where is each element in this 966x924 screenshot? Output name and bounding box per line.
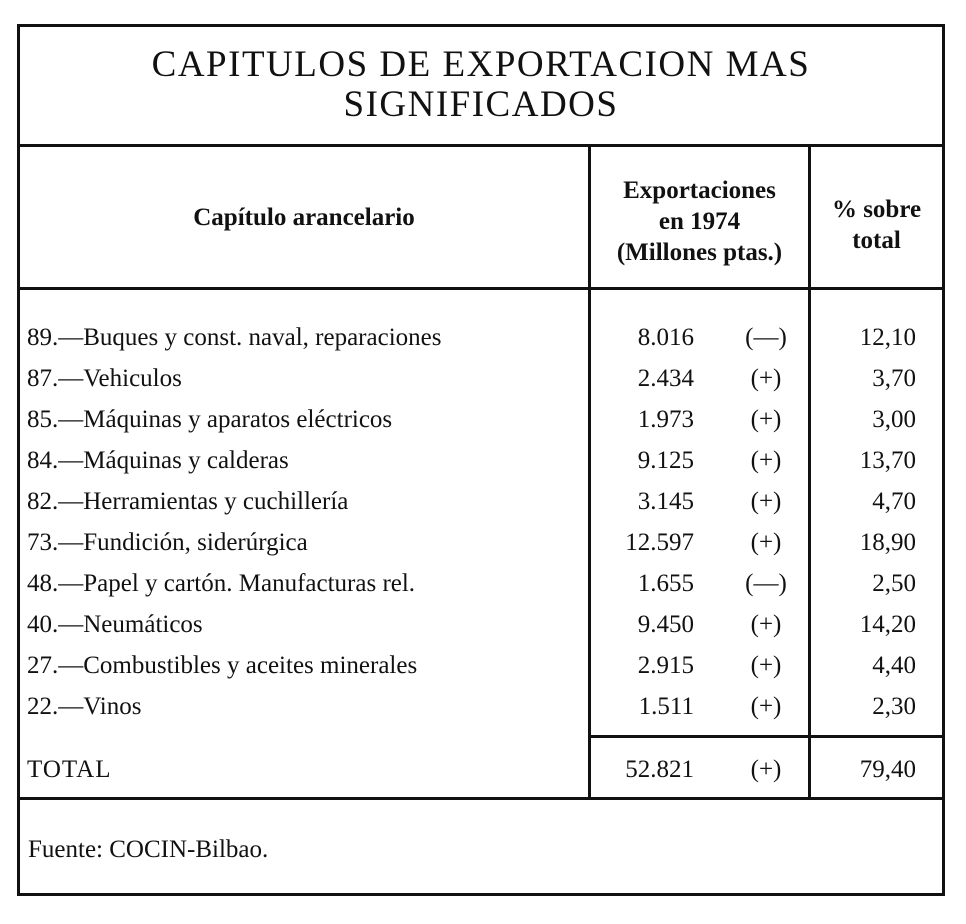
row-percent: 4,70: [872, 488, 916, 515]
row-percent: 2,50: [872, 570, 916, 597]
source-note: Fuente: COCIN-Bilbao.: [28, 836, 269, 863]
total-percent: 79,40: [859, 756, 916, 783]
row-percent: 4,40: [872, 652, 916, 679]
row-percent: 13,70: [859, 447, 916, 474]
header-percent: [811, 194, 942, 256]
total-row: [20, 749, 942, 790]
total-sign: (+): [750, 756, 782, 783]
row-sign: (—): [745, 324, 787, 351]
row-value: 9.450: [637, 611, 694, 638]
table-row: [20, 645, 942, 686]
header-exports: [591, 175, 808, 268]
row-label: 73.—Fundición, siderúrgica: [27, 522, 583, 563]
row-value: 9.125: [637, 447, 694, 474]
table-title: [20, 45, 942, 125]
table-row: [20, 522, 942, 563]
total-value: 52.821: [625, 756, 694, 783]
row-value: 1.973: [637, 406, 694, 433]
export-table: [17, 24, 945, 896]
row-sign: (+): [750, 447, 782, 474]
row-label: 40.—Neumáticos: [27, 604, 583, 645]
row-label: 27.—Combustibles y aceites minerales: [27, 645, 583, 686]
row-label: 85.—Máquinas y aparatos eléctricos: [27, 399, 583, 440]
row-sign: (+): [750, 529, 782, 556]
row-percent: 2,30: [872, 693, 916, 720]
row-value: 1.655: [637, 570, 694, 597]
table-row: [20, 358, 942, 399]
row-sign: (—): [745, 570, 787, 597]
row-sign: (+): [750, 488, 782, 515]
table-row: [20, 399, 942, 440]
row-percent: 3,00: [872, 406, 916, 433]
title-line-1: CAPITULOS DE EXPORTACION MAS: [151, 44, 811, 85]
row-percent: 18,90: [859, 529, 916, 556]
table-row: [20, 481, 942, 522]
header-percent-line-1: % sobre: [831, 196, 922, 223]
row-value: 2.915: [637, 652, 694, 679]
total-rule: [588, 735, 942, 738]
row-sign: (+): [750, 365, 782, 392]
row-percent: 12,10: [859, 324, 916, 351]
row-value: 3.145: [637, 488, 694, 515]
row-value: 2.434: [637, 365, 694, 392]
total-label: TOTAL: [27, 749, 583, 790]
table-row: [20, 317, 942, 358]
header-percent-line-2: total: [852, 227, 901, 254]
header-exports-line-2: en 1974: [658, 208, 741, 235]
row-percent: 3,70: [872, 365, 916, 392]
row-label: 48.—Papel y cartón. Manufacturas rel.: [27, 563, 583, 604]
header-chapter: Capítulo arancelario: [193, 204, 415, 231]
row-sign: (+): [750, 693, 782, 720]
row-label: 84.—Máquinas y calderas: [27, 440, 583, 481]
title-line-2: SIGNIFICADOS: [343, 84, 619, 125]
title-rule: [20, 144, 942, 147]
row-label: 87.—Vehiculos: [27, 358, 583, 399]
header-rule: [20, 287, 942, 290]
row-sign: (+): [750, 406, 782, 433]
table-row: [20, 440, 942, 481]
table-row: [20, 686, 942, 727]
table-row: [20, 604, 942, 645]
table-row: [20, 563, 942, 604]
row-label: 22.—Vinos: [27, 686, 583, 727]
header-exports-line-3: (Millones ptas.): [616, 239, 783, 266]
row-label: 89.—Buques y const. naval, reparaciones: [27, 317, 583, 358]
row-percent: 14,20: [859, 611, 916, 638]
row-label: 82.—Herramientas y cuchillería: [27, 481, 583, 522]
header-exports-line-1: Exportaciones: [623, 177, 776, 204]
row-value: 12.597: [625, 529, 694, 556]
row-value: 1.511: [638, 693, 694, 720]
footer-rule: [20, 797, 942, 800]
row-value: 8.016: [637, 324, 694, 351]
row-sign: (+): [750, 611, 782, 638]
row-sign: (+): [750, 652, 782, 679]
